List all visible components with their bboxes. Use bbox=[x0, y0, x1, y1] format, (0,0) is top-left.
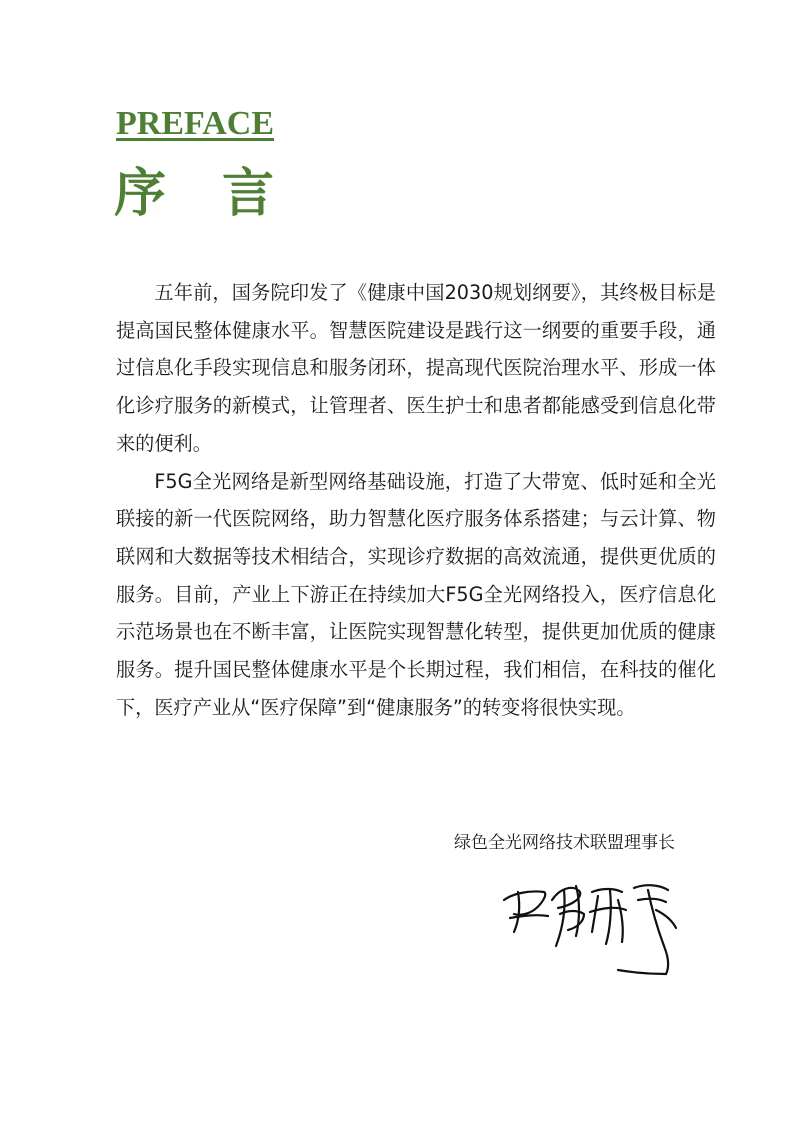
handwritten-signature bbox=[498, 870, 688, 980]
signatory-title: 绿色全光网络技术联盟理事长 bbox=[454, 833, 675, 853]
paragraph-2: F5G全光网络是新型网络基础设施，打造了大带宽、低时延和全光联接的新一代医院网络，助力智慧化医疗服务体系搭建；与云计算、物联网和大数据等技术相结合，实现诊疗数据的高效流通，提供更优质的服务。目前，产业上下游正在持续加大F5G全光网络投入，医疗信息化示范场景也在不断丰富，让医院实现智慧化转型，提供更加优质的健康服务。提升国民整体健康水平是个长期过程，我们相信，在科技的催化下，医疗产业从“医疗保障”到“健康服务”的转变将很快实现。 bbox=[116, 469, 716, 719]
page-title-english: PREFACE bbox=[116, 105, 275, 142]
paragraph-1: 五年前，国务院印发了《健康中国2030规划纲要》，其终极目标是提高国民整体健康水平。智慧医院建设是践行这一纲要的重要手段，通过信息化手段实现信息和服务闭环，提高现代医院治理水平、形成一体化诊疗服务的新模式，让管理者、医生护士和患者都能感受到信息化带来的便利。 bbox=[116, 281, 716, 455]
page-title-chinese: 序言 bbox=[114, 164, 331, 224]
preface-body bbox=[116, 274, 716, 726]
